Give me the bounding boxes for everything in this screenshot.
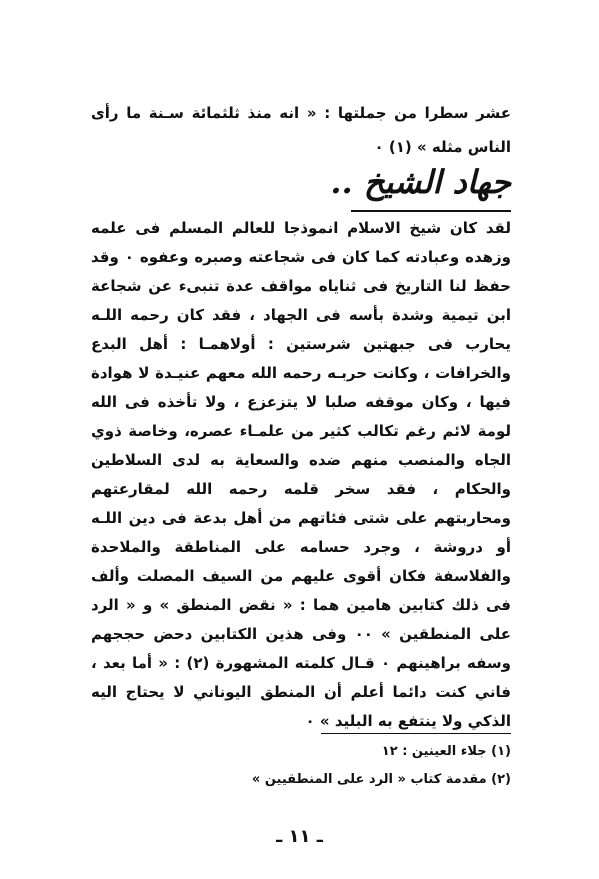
footnote-2: (٢) مقدمة كتاب « الرد على المنطقيين » <box>251 772 511 787</box>
section-heading: جهاد الشيخ .. <box>330 163 511 201</box>
body-paragraph: لقد كان شيخ الاسلام انموذجا للعالم المسلم فى علمه وزهده وعبادته كما كان فى شجاعته وصبره وعفوه ٠ وقد حفظ لنا التاريخ فى ثناياه مواقف عدة تنبىء عن شجاعة ابن تيمية وشدة بأسه فى الجهاد ، فقد كان رحمه اللـه يحارب فى جبهتين شرستين : أولاهمـا : أهل البدع والخرافات ، وكانت حربـه رحمه الله معهم عنيـدة لا هوادة فيها ، وكان موقفه صلبا لا يتزعزع ، ولا تأخذه فى الله لومة لائم رغم تكالب كثير من علمـاء عصره، وخاصة ذوي الجاه والمنصب منهم ضده والسعاية به لدى السلاطين والحكام ، فقد سخر قلمه رحمه الله لمقارعتهم ومحاربتهم على شتى فئاتهم من أهل بدعة فى دين اللـه أو دروشة ، وجرد حسامه على المناطقة والملاحدة والفلاسفة فكان أقوى عليهم من السيف المصلت وألف فى ذلك كتابين هامين هما : « نقض المنطق » و « الرد على المنطقين » ٠٠ وفى هذين الكتابين دحض حججهم وسفه براهينهم ٠ قـال كلمته المشهورة (٢) : « أما بعد ، فاني كنت دائما أعلم أن المنطق اليوناني لا يحتاج اليه الذكي ولا ينتفع به البليد » ٠ <box>91 219 511 730</box>
page-number: ـ ١١ ـ <box>276 826 323 847</box>
footnote-1: (١) جلاء العينين : ١٢ <box>381 744 511 759</box>
heading-underline <box>351 210 511 212</box>
intro-paragraph: عشر سطرا من جملتها : « انه منذ ثلثمائة سـنة ما رأى الناس مثله » (١) ٠ <box>91 104 511 156</box>
footnotes <box>91 738 511 794</box>
section-heading-block <box>330 160 511 212</box>
footnotes-divider <box>321 733 511 734</box>
